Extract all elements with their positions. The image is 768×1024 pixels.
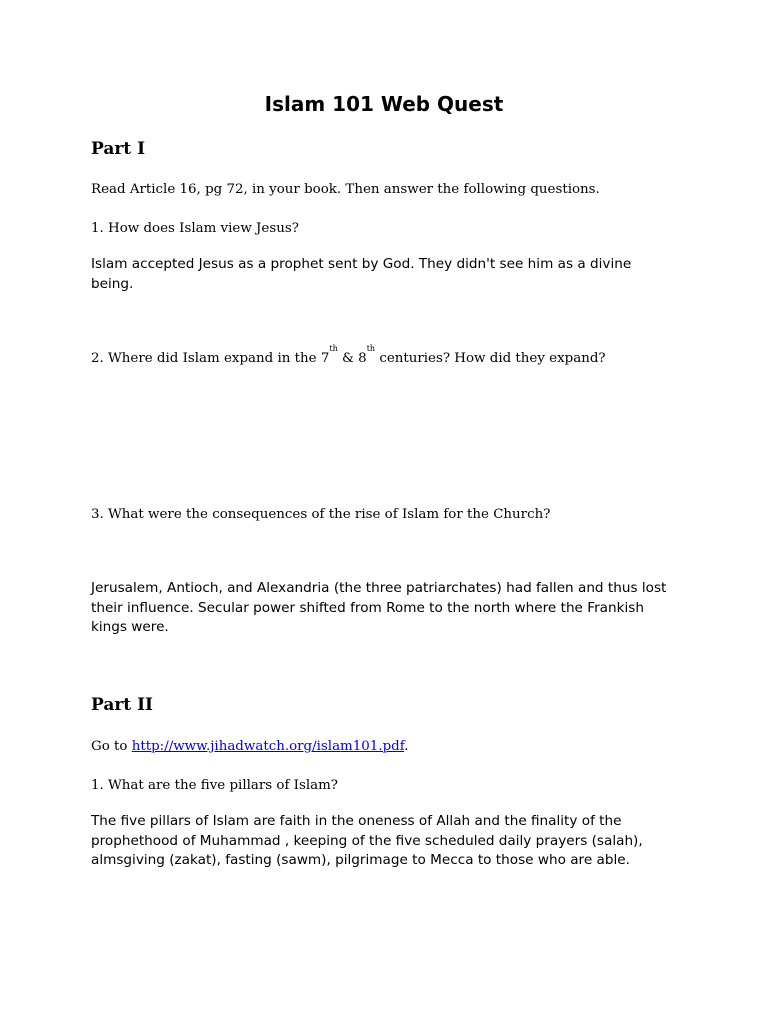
superscript-th: th [329, 344, 338, 353]
superscript-th: th [366, 344, 376, 353]
answer-line: almsgiving (zakat), fasting (sawm), pilgrimage to Mecca to those who are able. [91, 852, 630, 868]
question-2-suffix: centuries? How did they expand? [375, 351, 606, 366]
document-title: Islam 101 Web Quest [264, 92, 504, 116]
part2-goto-line [91, 739, 408, 755]
part2-answer-1 [91, 812, 643, 871]
answer-line: Jerusalem, Antioch, and Alexandria (the three patriarchates) had fallen and thus lost [91, 580, 667, 596]
islam101-pdf-link[interactable]: http://www.jihadwatch.org/islam101.pdf [131, 739, 405, 754]
part2-heading: Part II [91, 695, 153, 715]
answer-line: Islam accepted Jesus as a prophet sent by God. They didn't see him as a divine [91, 256, 632, 272]
goto-prefix: Go to [91, 739, 132, 754]
answer-line: their influence. Secular power shifted from Rome to the north where the Frankish [91, 599, 644, 616]
goto-suffix: . [404, 739, 409, 754]
answer-line: The five pillars of Islam are faith in the oneness of Allah and the finality of the [91, 813, 622, 829]
question-2-prefix: 2. Where did Islam expand in the 7 [91, 351, 330, 366]
part2-question-1: 1. What are the five pillars of Islam? [91, 778, 338, 793]
part1-question-2 [91, 344, 606, 367]
part1-answer-3 [91, 579, 666, 638]
answer-line: being. [91, 275, 134, 292]
part1-question-1: 1. How does Islam view Jesus? [91, 221, 299, 236]
part1-heading: Part I [91, 139, 146, 159]
part1-intro: Read Article 16, pg 72, in your book. Then answer the following questions. [91, 182, 600, 197]
answer-line: kings were. [91, 619, 169, 635]
answer-line: prophethood of Muhammad , keeping of the five scheduled daily prayers (salah), [91, 832, 643, 849]
part1-question-3: 3. What were the consequences of the rise of Islam for the Church? [91, 507, 551, 522]
question-2-middle: & 8 [337, 351, 367, 366]
part1-answer-1 [91, 255, 631, 294]
